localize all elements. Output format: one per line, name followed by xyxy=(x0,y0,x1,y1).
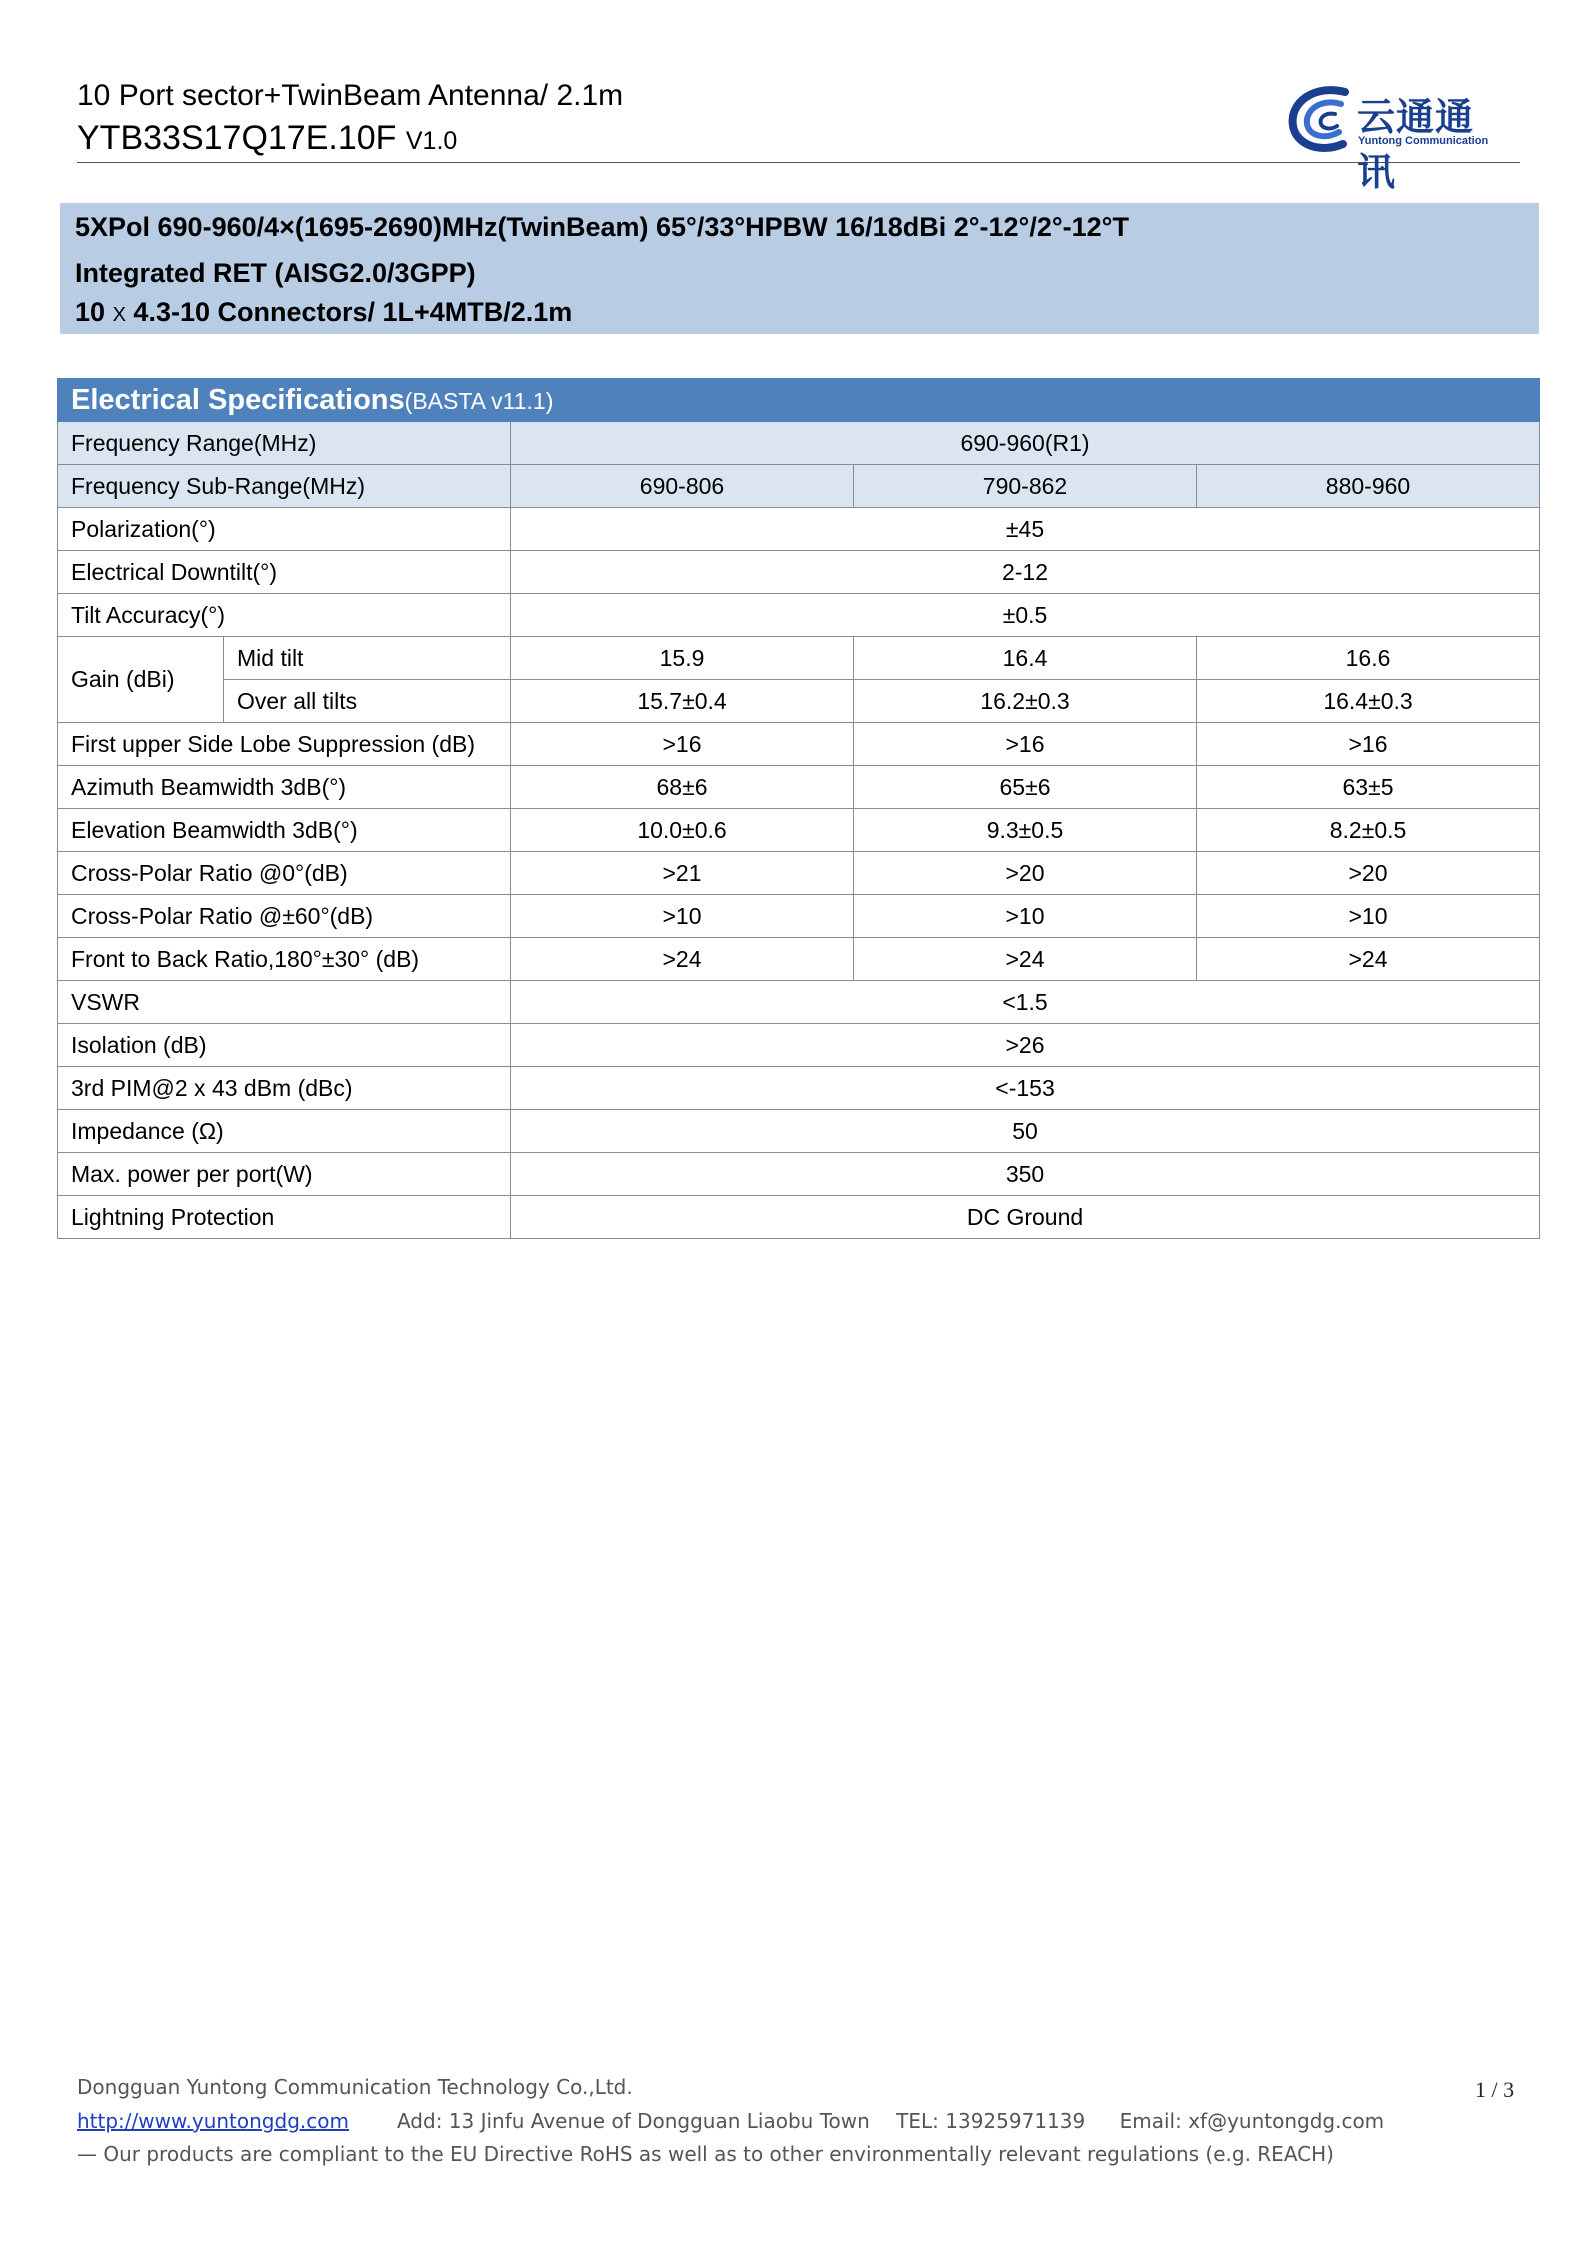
row-value: 9.3±0.5 xyxy=(854,809,1197,852)
footer-compliance: — Our products are compliant to the EU Directive RoHS as well as to other environmentally relevant regulations (e.g. REACH) xyxy=(77,2142,1334,2166)
table-title-sub: (BASTA v11.1) xyxy=(404,387,554,414)
times-symbol: X xyxy=(112,304,126,326)
table-row xyxy=(58,594,1540,637)
product-summary xyxy=(60,203,1539,334)
row-value: >10 xyxy=(1197,895,1540,938)
row-value: <-153 xyxy=(511,1067,1540,1110)
product-title: 10 Port sector+TwinBeam Antenna/ 2.1m xyxy=(77,79,624,112)
footer-contact xyxy=(77,2109,1384,2133)
row-value: >16 xyxy=(1197,723,1540,766)
row-value: 10.0±0.6 xyxy=(511,809,854,852)
row-label: Max. power per port(W) xyxy=(58,1153,511,1196)
row-label: Lightning Protection xyxy=(58,1196,511,1239)
row-value: >20 xyxy=(1197,852,1540,895)
row-value: >21 xyxy=(511,852,854,895)
row-value: 63±5 xyxy=(1197,766,1540,809)
row-label: Cross-Polar Ratio @±60°(dB) xyxy=(58,895,511,938)
sub-range-2: 790-862 xyxy=(854,465,1197,508)
connector-description: 4.3-10 Connectors/ 1L+4MTB/2.1m xyxy=(133,297,573,327)
gain-label: Gain (dBi) xyxy=(58,637,224,723)
logo-text-en: Yuntong Communication xyxy=(1358,135,1489,147)
gain-all-2: 16.2±0.3 xyxy=(854,680,1197,723)
table-title xyxy=(58,379,1540,422)
gain-mid-1: 15.9 xyxy=(511,637,854,680)
table-row xyxy=(58,422,1540,465)
table-row xyxy=(58,1196,1540,1239)
table-row xyxy=(58,723,1540,766)
row-value: >24 xyxy=(1197,938,1540,981)
row-label: Front to Back Ratio,180°±30° (dB) xyxy=(58,938,511,981)
row-value: 690-960(R1) xyxy=(511,422,1540,465)
table-row xyxy=(58,1110,1540,1153)
summary-line-3 xyxy=(75,294,572,333)
row-value: >10 xyxy=(511,895,854,938)
email-label: Email: xyxy=(1119,2109,1182,2133)
row-label: VSWR xyxy=(58,981,511,1024)
row-label: Impedance (Ω) xyxy=(58,1110,511,1153)
electrical-spec-table xyxy=(57,378,1540,1239)
row-value: 68±6 xyxy=(511,766,854,809)
table-row xyxy=(58,1067,1540,1110)
tel-number: 13925971139 xyxy=(945,2109,1086,2133)
address-text: 13 Jinfu Avenue of Dongguan Liaobu Town xyxy=(448,2109,870,2133)
table-row xyxy=(58,938,1540,981)
table-row xyxy=(58,852,1540,895)
website-link[interactable]: http://www.yuntongdg.com xyxy=(77,2109,349,2133)
summary-line-1: 5XPol 690-960/4×(1695-2690)MHz(TwinBeam) 65°/33°HPBW 16/18dBi 2°-12°/2°-12°T xyxy=(75,212,1129,242)
row-label: Electrical Downtilt(°) xyxy=(58,551,511,594)
logo-text-cn: 云通通讯 xyxy=(1357,95,1475,194)
gain-all-label: Over all tilts xyxy=(224,680,511,723)
row-label: Elevation Beamwidth 3dB(°) xyxy=(58,809,511,852)
table-title-main: Electrical Specifications xyxy=(71,383,405,416)
row-value: 8.2±0.5 xyxy=(1197,809,1540,852)
table-row xyxy=(58,1024,1540,1067)
row-value: >16 xyxy=(854,723,1197,766)
row-value: 350 xyxy=(511,1153,1540,1196)
row-value: DC Ground xyxy=(511,1196,1540,1239)
row-label: Tilt Accuracy(°) xyxy=(58,594,511,637)
tel-label: TEL: xyxy=(896,2109,939,2133)
header-divider xyxy=(77,162,1520,163)
sub-range-3: 880-960 xyxy=(1197,465,1540,508)
table-row xyxy=(58,981,1540,1024)
table-row xyxy=(58,680,1540,723)
table-row xyxy=(58,895,1540,938)
row-label: First upper Side Lobe Suppression (dB) xyxy=(58,723,511,766)
row-value: >26 xyxy=(511,1024,1540,1067)
table-row xyxy=(58,508,1540,551)
table-row xyxy=(58,465,1540,508)
row-value: >24 xyxy=(511,938,854,981)
summary-line-2: Integrated RET (AISG2.0/3GPP) xyxy=(75,258,476,288)
row-label: Frequency Sub-Range(MHz) xyxy=(58,465,511,508)
gain-all-1: 15.7±0.4 xyxy=(511,680,854,723)
version-label: V1.0 xyxy=(405,127,458,155)
model-code: YTB33S17Q17E.10F xyxy=(77,119,397,157)
row-value: >10 xyxy=(854,895,1197,938)
gain-mid-2: 16.4 xyxy=(854,637,1197,680)
gain-mid-label: Mid tilt xyxy=(224,637,511,680)
email-address[interactable]: xf@yuntongdg.com xyxy=(1188,2109,1385,2133)
page-number: 1 / 3 xyxy=(1475,2077,1515,2102)
row-label: Cross-Polar Ratio @0°(dB) xyxy=(58,852,511,895)
row-label: Frequency Range(MHz) xyxy=(58,422,511,465)
table-header-row xyxy=(58,379,1540,422)
logo-swirl-icon xyxy=(1285,82,1357,156)
row-value: >20 xyxy=(854,852,1197,895)
row-value: >16 xyxy=(511,723,854,766)
row-label: 3rd PIM@2 x 43 dBm (dBc) xyxy=(58,1067,511,1110)
row-label: Azimuth Beamwidth 3dB(°) xyxy=(58,766,511,809)
address-label: Add: xyxy=(396,2109,443,2133)
row-value: 2-12 xyxy=(511,551,1540,594)
row-value: >24 xyxy=(854,938,1197,981)
table-row xyxy=(58,637,1540,680)
model-number xyxy=(77,118,457,161)
table-row xyxy=(58,766,1540,809)
row-value: 50 xyxy=(511,1110,1540,1153)
row-value: ±45 xyxy=(511,508,1540,551)
company-logo xyxy=(1285,82,1495,194)
row-value: ±0.5 xyxy=(511,594,1540,637)
sub-range-1: 690-806 xyxy=(511,465,854,508)
table-row xyxy=(58,551,1540,594)
row-label: Isolation (dB) xyxy=(58,1024,511,1067)
connector-count: 10 xyxy=(75,297,106,327)
gain-all-3: 16.4±0.3 xyxy=(1197,680,1540,723)
table-row xyxy=(58,809,1540,852)
row-value: <1.5 xyxy=(511,981,1540,1024)
gain-mid-3: 16.6 xyxy=(1197,637,1540,680)
row-label: Polarization(°) xyxy=(58,508,511,551)
table-row xyxy=(58,1153,1540,1196)
row-value: 65±6 xyxy=(854,766,1197,809)
footer-company: Dongguan Yuntong Communication Technology Co.,Ltd. xyxy=(77,2075,633,2099)
